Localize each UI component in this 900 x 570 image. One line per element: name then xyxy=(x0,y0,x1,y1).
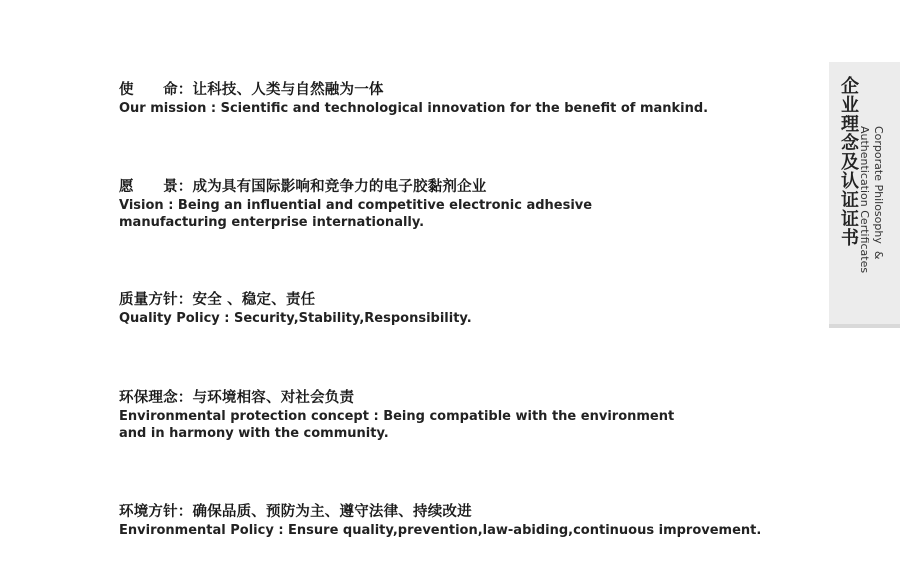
environmental-policy-heading-cn: 环境方针：确保品质、预防为主、遵守法律、持续改进 xyxy=(119,504,472,520)
mission-text-en: Our mission : Scientific and technological innovation for the benefit of mankind. xyxy=(119,101,709,116)
side-tab-title-cn: 企业理念及认证证书 xyxy=(838,76,859,247)
vision-section xyxy=(119,178,739,231)
environmental-concept-section xyxy=(119,389,739,442)
environmental-policy-text-en: Environmental Policy : Ensure quality,prevention,law-abiding,continuous improvement. xyxy=(119,523,762,538)
quality-policy-text-en: Quality Policy : Security,Stability,Responsibility. xyxy=(119,311,472,326)
environmental-policy-section xyxy=(119,503,762,539)
side-tab-title-en xyxy=(857,126,885,273)
quality-policy-heading-cn: 质量方针：安全 、稳定、责任 xyxy=(119,292,316,308)
environmental-concept-heading-cn: 环保理念：与环境相容、对社会负责 xyxy=(119,390,355,406)
mission-section xyxy=(119,81,739,117)
vision-text-en: Vision : Being an influential and competitive electronic adhesive manufacturing enterprise internationally. xyxy=(119,198,593,230)
vision-heading-cn: 愿 景：成为具有国际影响和竞争力的电子胶黏剂企业 xyxy=(119,179,487,195)
environmental-concept-text-en: Environmental protection concept : Being compatible with the environment and in harmony with the community. xyxy=(119,409,675,441)
mission-heading-cn: 使 命：让科技、人类与自然融为一体 xyxy=(119,82,384,98)
side-tab-title-en-line2: Authentication Certificates xyxy=(858,126,871,274)
quality-policy-section xyxy=(119,291,739,327)
side-tab-title-en-line1: Corporate Philosophy & xyxy=(872,126,885,260)
